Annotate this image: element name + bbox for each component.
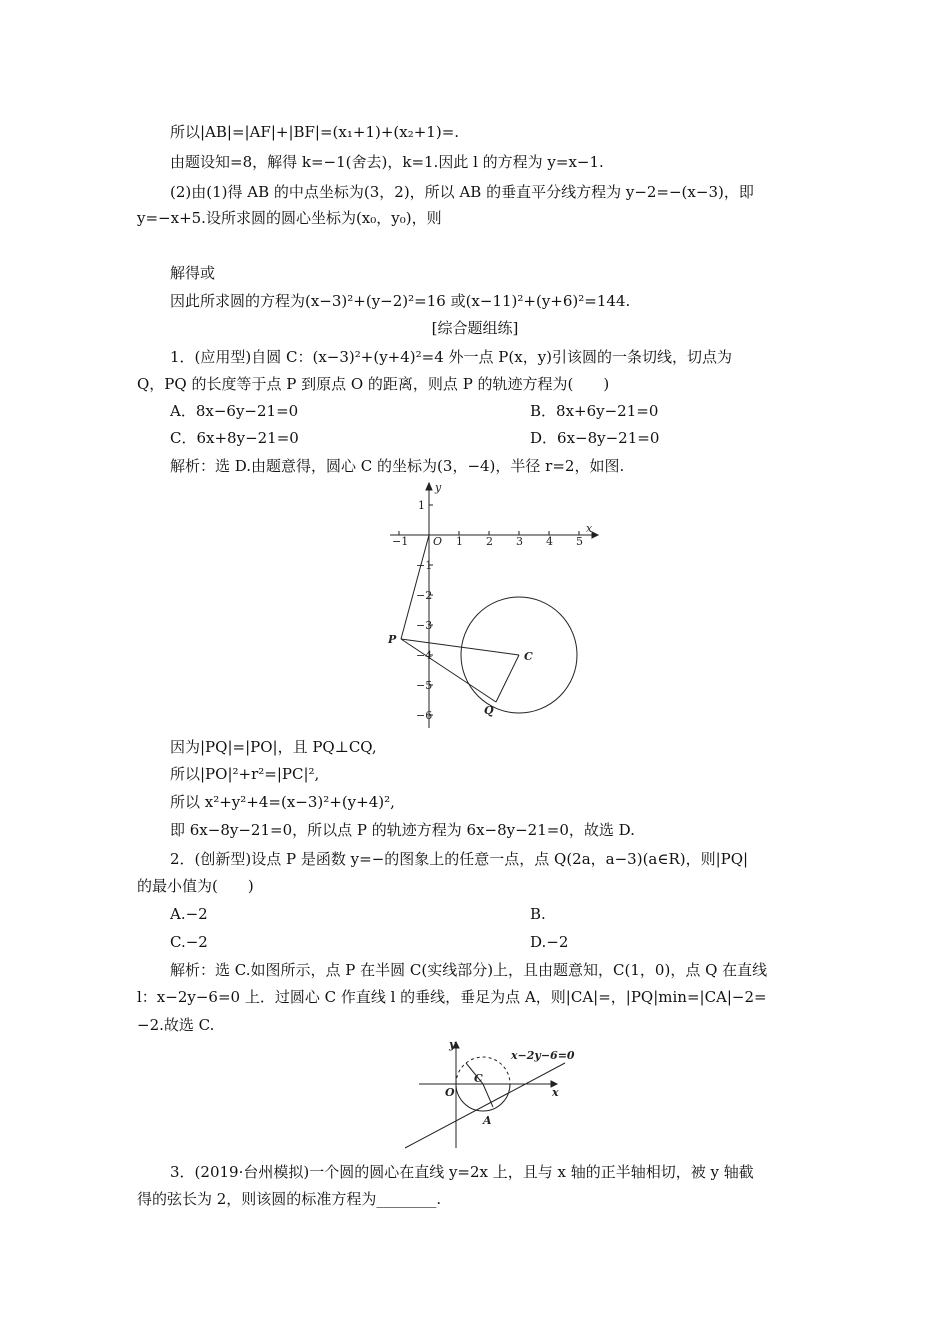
analysis-line: l：x−2y−6=0 上．过圆心 C 作直线 l 的垂线，垂足为点 A，则|CA|=，|PQ|min=|CA|−2= (137, 988, 767, 1006)
analysis-line: 解析：选 D.由题意得，圆心 C 的坐标为(3，−4)，半径 r=2，如图. (170, 457, 625, 475)
y-tick-label: −2 (416, 589, 433, 602)
y-axis-label: y (435, 481, 442, 494)
y-axis-label: y (449, 1038, 456, 1051)
x-axis-label: x (586, 522, 593, 535)
line-l (405, 1063, 565, 1148)
text-line: 因此所求圆的方程为(x−3)²+(y−2)²=16 或(x−11)²+(y+6)²=144. (170, 292, 631, 310)
x-axis-arrow (592, 532, 598, 538)
solution-line: 所以 x²+y²+4=(x−3)²+(y+4)², (170, 793, 395, 811)
option-a: A.−2 (170, 905, 208, 923)
text-line: 所以|AB|=|AF|+|BF|=(x₁+1)+(x₂+1)=. (170, 123, 460, 141)
semicircle-dashed (456, 1057, 510, 1084)
option-b: B．8x+6y−21=0 (530, 402, 659, 420)
question-1-line: 1．(应用型)自圆 C：(x−3)²+(y+4)²=4 外一点 P(x，y)引该圆的一条切线，切点为 (170, 348, 733, 366)
point-a-label: A (483, 1114, 492, 1127)
segment-cq (496, 655, 519, 702)
solution-line: 因为|PQ|=|PO|，且 PQ⊥CQ, (170, 738, 377, 756)
option-c: C．6x+8y−21=0 (170, 429, 299, 447)
y-tick-label: −3 (416, 619, 433, 632)
text-line: 解得或 (170, 264, 216, 282)
figure-circle-tangent (380, 478, 602, 734)
point-q-label: Q (484, 704, 494, 717)
y-axis-arrow (426, 483, 432, 490)
x-tick-label: 5 (576, 535, 583, 548)
option-d: D.−2 (530, 933, 569, 951)
solution-line: 所以|PO|²+r²=|PC|², (170, 765, 320, 783)
y-tick-label: −1 (416, 559, 433, 572)
question-3-line: 得的弦长为 2，则该圆的标准方程为________. (137, 1190, 442, 1208)
analysis-line: 解析：选 C.如图所示，点 P 在半圆 C(实线部分)上，且由题意知，C(1，0)，点 Q 在直线 (170, 961, 768, 979)
option-b: B. (530, 905, 546, 923)
origin-label: O (433, 535, 443, 548)
solution-line: 即 6x−8y−21=0，所以点 P 的轨迹方程为 6x−8y−21=0，故选 D. (170, 821, 635, 839)
figure-semicircle-line (405, 1038, 575, 1153)
question-2-line: 2．(创新型)设点 P 是函数 y=−的图象上的任意一点，点 Q(2a，a−3)(a∈R)，则|PQ| (170, 850, 749, 868)
x-tick-label: 2 (486, 535, 493, 548)
point-c-label: C (524, 650, 533, 663)
x-tick-label: 3 (516, 535, 523, 548)
point-p-label: P (388, 633, 397, 646)
question-1-line: Q，PQ 的长度等于点 P 到原点 O 的距离，则点 P 的轨迹方程为( ) (137, 375, 610, 393)
section-heading: [综合题组练] (431, 319, 519, 337)
text-line: y=−x+5.设所求圆的圆心坐标为(x₀，y₀)，则 (137, 209, 442, 227)
line-equation-label: x−2y−6=0 (511, 1049, 575, 1062)
question-2-line: 的最小值为( ) (137, 877, 254, 895)
x-tick-label: −1 (392, 535, 409, 548)
question-3-line: 3．(2019·台州模拟)一个圆的圆心在直线 y=2x 上，且与 x 轴的正半轴相切，被 y 轴截 (170, 1163, 754, 1181)
option-a: A．8x−6y−21=0 (170, 402, 299, 420)
y-tick-label: 1 (418, 499, 425, 512)
text-line: (2)由(1)得 AB 的中点坐标为(3，2)，所以 AB 的垂直平分线方程为 y−2=−(x−3)，即 (170, 183, 754, 201)
origin-label: O (445, 1086, 455, 1099)
y-tick-label: −5 (416, 679, 433, 692)
text-line: 由题设知=8，解得 k=−1(舍去)，k=1.因此 l 的方程为 y=x−1. (170, 153, 604, 171)
option-d: D．6x−8y−21=0 (530, 429, 660, 447)
point-c-label: C (474, 1072, 483, 1085)
x-tick-label: 4 (546, 535, 553, 548)
y-tick-label: −6 (416, 709, 433, 722)
option-c: C.−2 (170, 933, 208, 951)
x-tick-label: 1 (456, 535, 463, 548)
analysis-line: −2.故选 C. (137, 1016, 215, 1034)
x-axis-label: x (552, 1086, 559, 1099)
y-tick-label: −4 (416, 649, 433, 662)
